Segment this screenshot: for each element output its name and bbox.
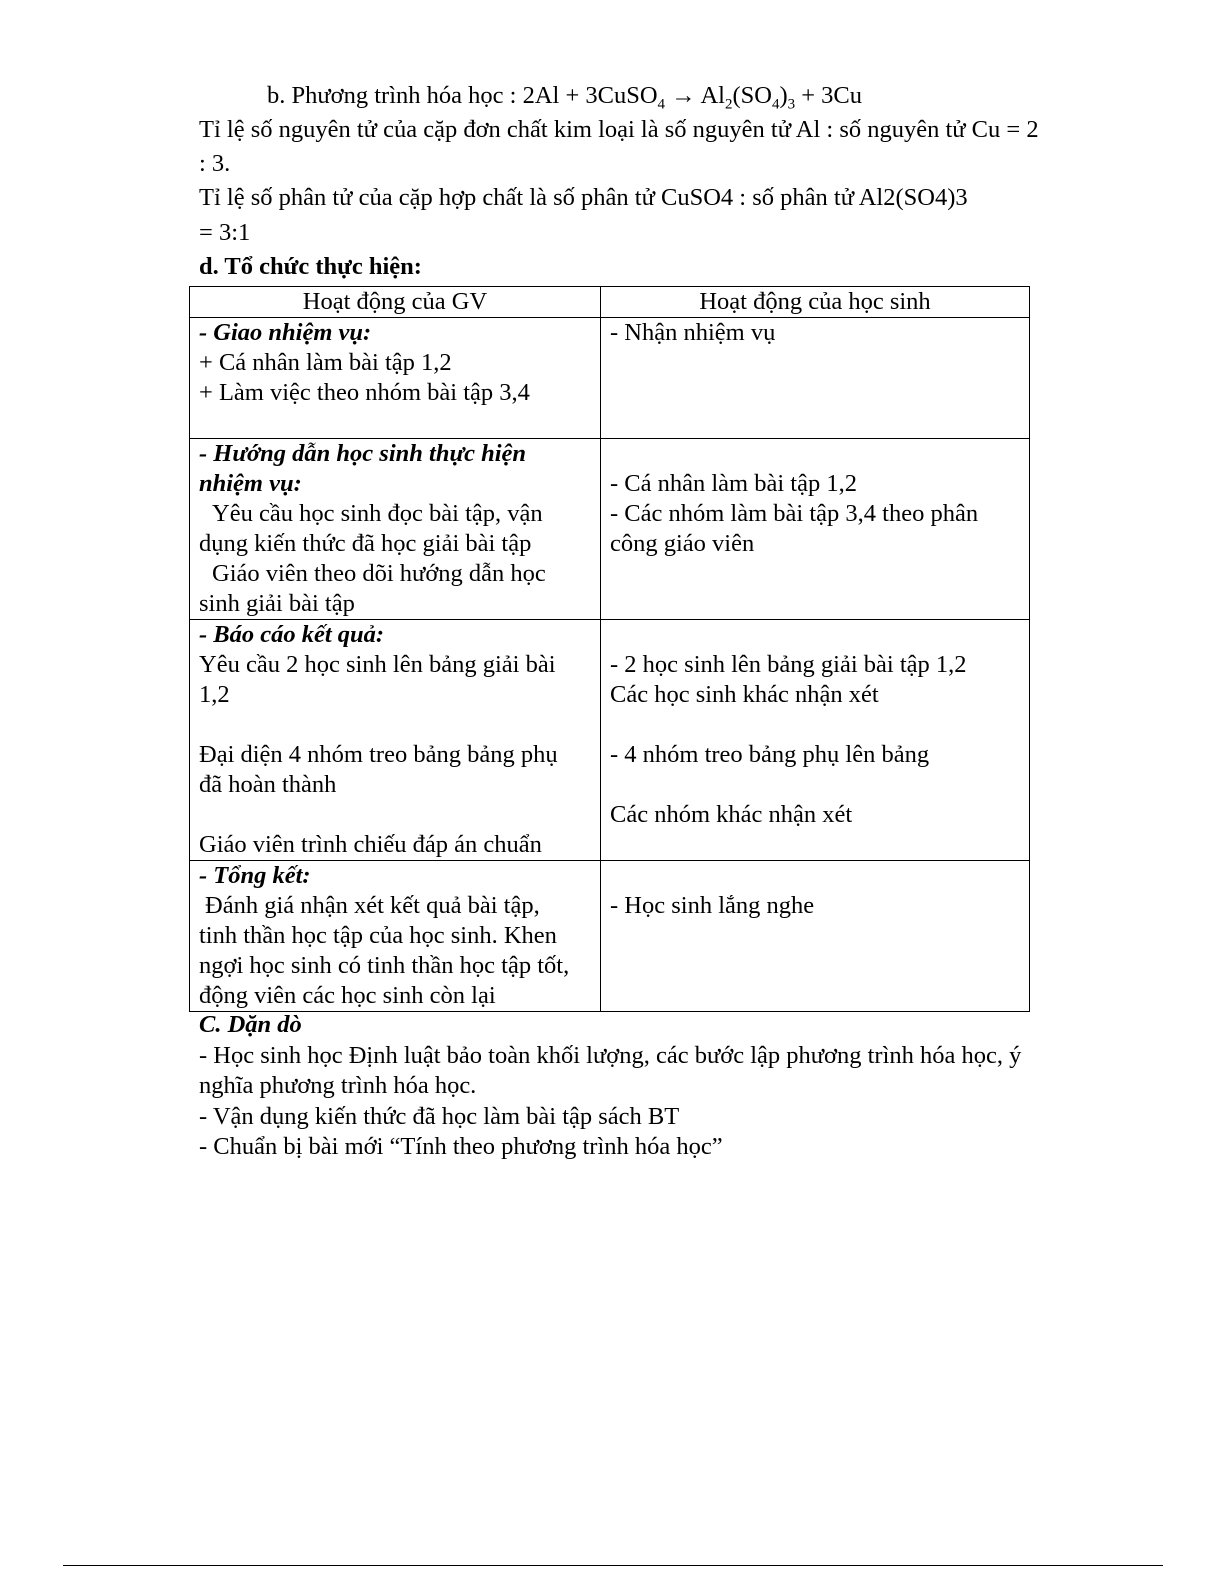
cell-spacer <box>199 800 600 830</box>
cell-line: - Các nhóm làm bài tập 3,4 theo phân <box>610 500 979 527</box>
cell-spacer <box>610 770 1029 800</box>
student-cell <box>601 620 1030 861</box>
header-student: Hoạt động của học sinh <box>601 287 1030 318</box>
cell-title: - Báo cáo kết quả: <box>199 621 385 648</box>
cell-spacer <box>610 861 1029 891</box>
cell-line: ngợi học sinh có tinh thần học tập tốt, <box>199 952 570 979</box>
cell-line: - Cá nhân làm bài tập 1,2 <box>610 470 857 497</box>
cell-line: tinh thần học tập của học sinh. Khen <box>199 922 557 949</box>
cell-title: - Hướng dẫn học sinh thực hiện <box>199 440 527 467</box>
homework-line: - Học sinh học Định luật bảo toàn khối lượng, các bước lập phương trình hóa học, ý <box>199 1042 1022 1069</box>
table-header-row <box>190 287 1030 318</box>
student-cell <box>601 318 1030 439</box>
cell-line: sinh giải bài tập <box>199 590 355 617</box>
student-cell <box>601 861 1030 1012</box>
cell-spacer <box>199 710 600 740</box>
equation-text: (SO <box>732 82 772 109</box>
equation-subscript: 3 <box>787 96 796 113</box>
cell-line: Các học sinh khác nhận xét <box>610 681 879 708</box>
cell-line: - Nhận nhiệm vụ <box>610 319 776 346</box>
cell-line: Các nhóm khác nhận xét <box>610 801 853 828</box>
cell-title: nhiệm vụ: <box>199 470 302 497</box>
equation-subscript: 4 <box>657 96 666 113</box>
cell-spacer <box>610 710 1029 740</box>
cell-spacer <box>610 620 1029 650</box>
cell-line: Đại diện 4 nhóm treo bảng bảng phụ <box>199 741 558 768</box>
cell-line: động viên các học sinh còn lại <box>199 982 496 1009</box>
cell-title: - Tổng kết: <box>199 862 311 889</box>
equation-subscript: 4 <box>771 96 780 113</box>
cell-spacer <box>610 439 1029 469</box>
equation-text: ) <box>779 82 788 109</box>
equation-text: + 3Cu <box>795 82 863 109</box>
teacher-cell <box>190 439 601 620</box>
equation-text: b. Phương trình hóa học : 2Al + 3CuSO <box>267 82 658 109</box>
homework-line: nghĩa phương trình hóa học. <box>199 1072 477 1099</box>
cell-title: - Giao nhiệm vụ: <box>199 319 372 346</box>
table-row <box>190 318 1030 439</box>
homework-line: - Chuẩn bị bài mới “Tính theo phương trình hóa học” <box>199 1133 723 1160</box>
cell-line: Đánh giá nhận xét kết quả bài tập, <box>205 892 540 919</box>
atom-ratio-line-1: Tỉ lệ số nguyên tử của cặp đơn chất kim loại là số nguyên tử Al : số nguyên tử Cu = 2 <box>199 116 1039 143</box>
teacher-cell <box>190 620 601 861</box>
cell-line: công giáo viên <box>610 530 755 557</box>
cell-line: - 4 nhóm treo bảng phụ lên bảng <box>610 741 930 768</box>
cell-line: 1,2 <box>199 681 230 708</box>
table-row <box>190 620 1030 861</box>
homework-title: C. Dặn dò <box>199 1011 302 1038</box>
table-row <box>190 439 1030 620</box>
homework-line: - Vận dụng kiến thức đã học làm bài tập sách BT <box>199 1103 680 1130</box>
table-row <box>190 861 1030 1012</box>
chemical-equation <box>267 81 862 111</box>
cell-line: Giáo viên trình chiếu đáp án chuẩn <box>199 831 542 858</box>
section-heading: d. Tổ chức thực hiện: <box>199 253 422 280</box>
molecule-ratio-line-1: Tỉ lệ số phân tử của cặp hợp chất là số phân tử CuSO4 : số phân tử Al2(SO4)3 <box>199 184 968 211</box>
cell-line: đã hoàn thành <box>199 771 337 798</box>
molecule-ratio-line-2: = 3:1 <box>199 219 251 246</box>
student-cell <box>601 439 1030 620</box>
cell-line: + Cá nhân làm bài tập 1,2 <box>199 349 452 376</box>
equation-text: → Al <box>665 82 725 109</box>
equation-subscript: 2 <box>724 96 733 113</box>
teacher-cell <box>190 318 601 439</box>
cell-line: Yêu cầu học sinh đọc bài tập, vận <box>212 500 543 527</box>
cell-line: Giáo viên theo dõi hướng dẫn học <box>212 560 546 587</box>
teacher-cell <box>190 861 601 1012</box>
atom-ratio-line-2: : 3. <box>199 150 231 177</box>
activity-table <box>189 286 1030 1012</box>
cell-line: Yêu cầu 2 học sinh lên bảng giải bài <box>199 651 556 678</box>
page-bottom-rule <box>63 1565 1163 1566</box>
cell-line: - 2 học sinh lên bảng giải bài tập 1,2 <box>610 651 967 678</box>
cell-line: - Học sinh lắng nghe <box>610 892 815 919</box>
cell-line: dụng kiến thức đã học giải bài tập <box>199 530 532 557</box>
header-teacher: Hoạt động của GV <box>190 287 601 318</box>
cell-line: + Làm việc theo nhóm bài tập 3,4 <box>199 379 530 406</box>
